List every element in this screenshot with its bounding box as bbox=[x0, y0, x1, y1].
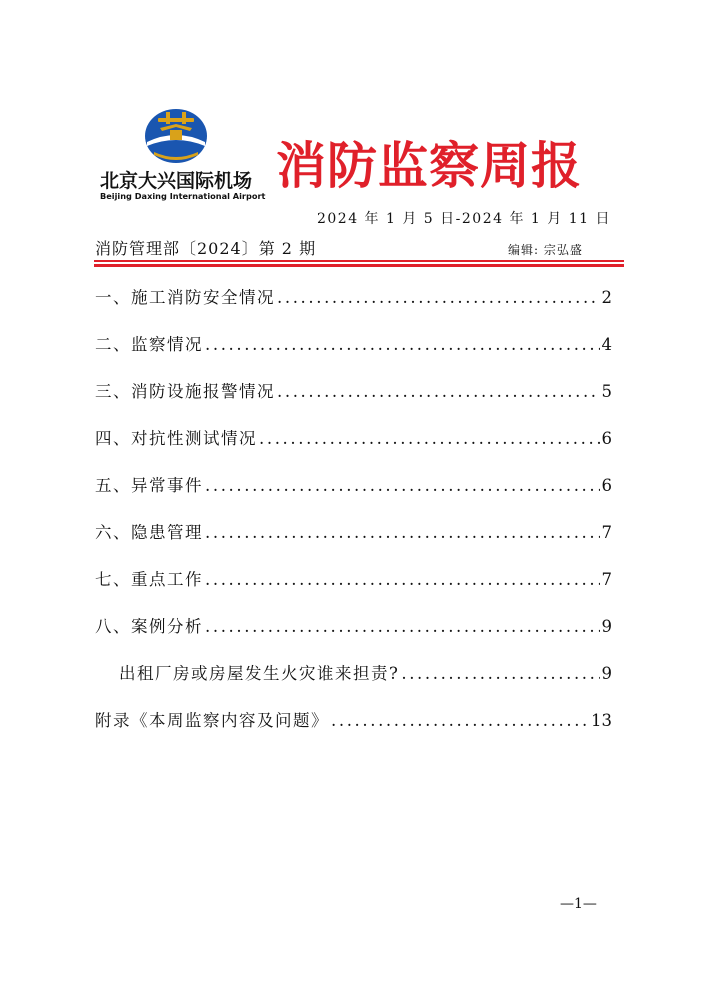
header-divider-thin bbox=[94, 260, 624, 262]
toc-entry-label: 三、消防设施报警情况 bbox=[95, 382, 275, 401]
toc-entry-page: 5 bbox=[601, 382, 612, 401]
toc-entry-page: 6 bbox=[601, 476, 612, 495]
toc-entry[interactable] bbox=[95, 331, 612, 378]
toc-entry-page: 7 bbox=[601, 570, 612, 589]
toc-leader-dots bbox=[205, 335, 600, 354]
toc-entry[interactable] bbox=[95, 566, 612, 613]
toc-entry-page: 6 bbox=[601, 429, 612, 448]
toc-leader-dots bbox=[205, 523, 600, 542]
date-range: 2024 年 1 月 5 日-2024 年 1 月 11 日 bbox=[316, 211, 611, 227]
toc-entry-label: 五、异常事件 bbox=[95, 476, 203, 495]
toc-leader-dots bbox=[277, 288, 600, 307]
toc-entry[interactable] bbox=[95, 472, 612, 519]
toc-leader-dots bbox=[205, 570, 600, 589]
toc-subentry[interactable] bbox=[95, 660, 612, 707]
toc-entry-label: 八、案例分析 bbox=[95, 617, 203, 636]
toc-entry[interactable] bbox=[95, 378, 612, 425]
table-of-contents bbox=[95, 284, 612, 754]
toc-entry[interactable] bbox=[95, 707, 612, 754]
toc-entry-label: 附录《本周监察内容及问题》 bbox=[95, 711, 329, 730]
toc-leader-dots bbox=[205, 476, 600, 495]
toc-entry[interactable] bbox=[95, 284, 612, 331]
toc-entry-label: 六、隐患管理 bbox=[95, 523, 203, 542]
toc-entry-page: 9 bbox=[601, 664, 612, 683]
toc-entry-label: 二、监察情况 bbox=[95, 335, 203, 354]
toc-entry-page: 7 bbox=[601, 523, 612, 542]
toc-entry[interactable] bbox=[95, 425, 612, 472]
toc-leader-dots bbox=[205, 617, 600, 636]
toc-leader-dots bbox=[277, 382, 600, 401]
toc-entry[interactable] bbox=[95, 519, 612, 566]
toc-entry-page: 2 bbox=[601, 288, 612, 307]
toc-leader-dots bbox=[401, 664, 599, 683]
header-divider-thick bbox=[94, 264, 624, 267]
toc-leader-dots bbox=[331, 711, 589, 730]
logo-english-name: Beijing Daxing International Airport bbox=[100, 191, 266, 201]
toc-entry-page: 4 bbox=[601, 335, 612, 354]
toc-entry-label: 四、对抗性测试情况 bbox=[95, 429, 257, 448]
toc-entry-label: 一、施工消防安全情况 bbox=[95, 288, 275, 307]
toc-entry-page: 13 bbox=[591, 711, 612, 730]
airport-logo bbox=[98, 108, 266, 201]
page-number: —1— bbox=[560, 896, 597, 912]
toc-entry-page: 9 bbox=[601, 617, 612, 636]
toc-entry[interactable] bbox=[95, 613, 612, 660]
logo-chinese-name: 北京大兴国际机场 bbox=[100, 170, 253, 192]
editor-credit: 编辑: 宗弘盛 bbox=[508, 243, 583, 257]
toc-leader-dots bbox=[259, 429, 600, 448]
page-title: 消防监察周报 bbox=[276, 137, 582, 195]
airport-emblem-icon bbox=[144, 108, 208, 168]
issue-number: 消防管理部〔2024〕第 2 期 bbox=[95, 239, 317, 258]
toc-entry-label: 出租厂房或房屋发生火灾谁来担责? bbox=[119, 664, 400, 683]
toc-entry-label: 七、重点工作 bbox=[95, 570, 203, 589]
